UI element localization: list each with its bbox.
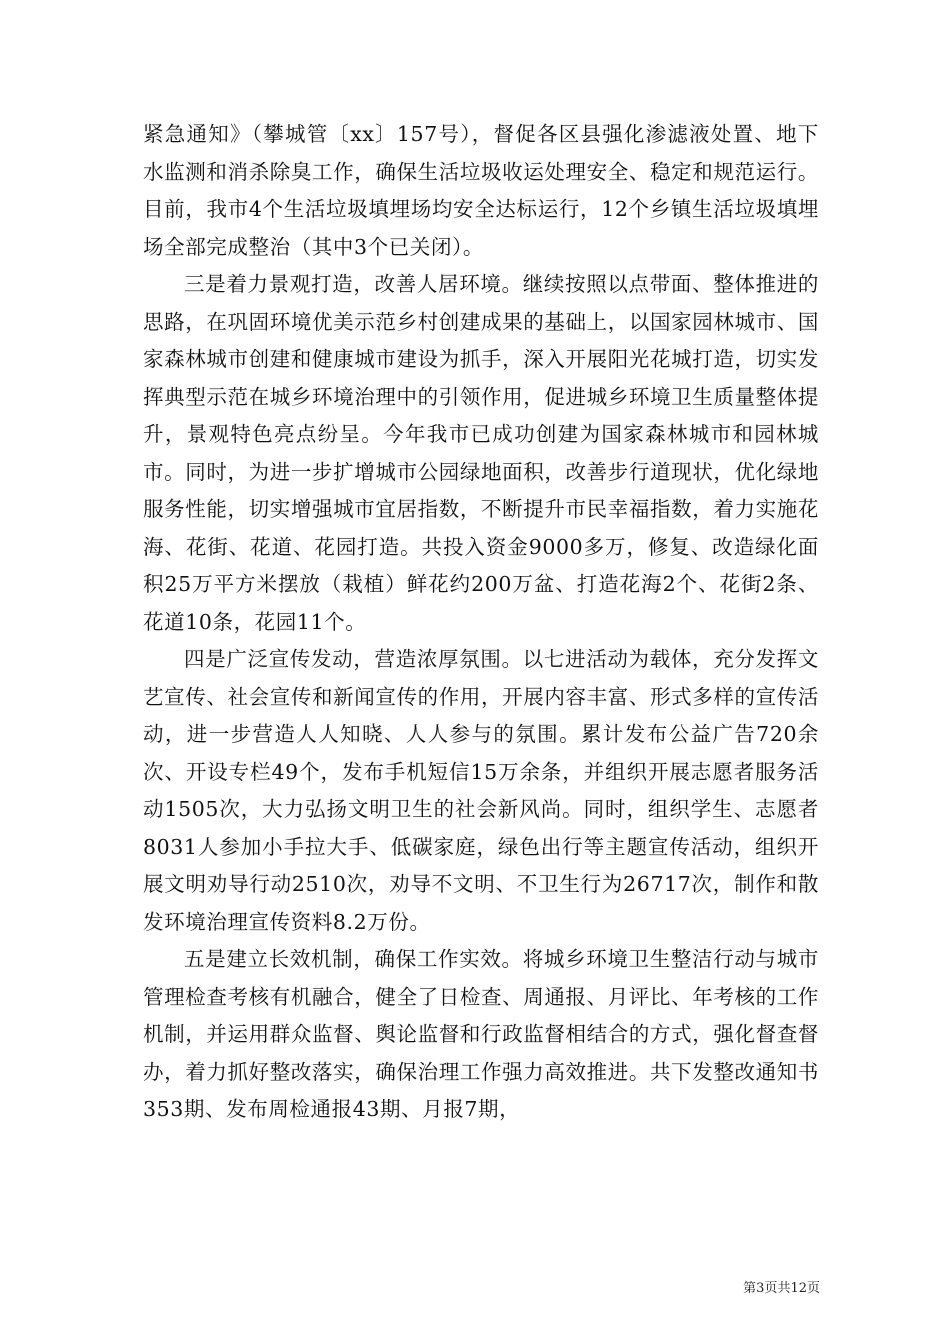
page-number: 第3页共12页	[743, 1281, 820, 1296]
paragraph-mechanism: 五是建立长效机制，确保工作实效。将城乡环境卫生整洁行动与城市管理检查考核有机融合，健全了日检查、周通报、月评比、年考核的工作机制，并运用群众监督、舆论监督和行政监督相结合的方式，强化督查督办，着力抓好整改落实，确保治理工作强力高效推进。共下发整改通知书353期、发布周检通报43期、月报7期，	[143, 947, 819, 1121]
paragraph-landscape: 三是着力景观打造，改善人居环境。继续按照以点带面、整体推进的思路，在巩固环境优美示范乡村创建成果的基础上，以国家园林城市、国家森林城市创建和健康城市建设为抓手，深入开展阳光花城打造，切实发挥典型示范在城乡环境治理中的引领作用，促进城乡环境卫生质量整体提升，景观特色亮点纷呈。今年我市已成功创建为国家森林城市和园林城市。同时，为进一步扩增城市公园绿地面积，改善步行道现状，优化绿地服务性能，切实增强城市宜居指数，不断提升市民幸福指数，着力实施花海、花街、花道、花园打造。共投入资金9000多万，修复、改造绿化面积25万平方米摆放（栽植）鲜花约200万盆、打造花海2个、花街2条、花道10条，花园11个。	[143, 272, 819, 634]
document-body	[143, 116, 819, 1129]
paragraph-continuation: 紧急通知》（攀城管〔xx〕157号），督促各区县强化渗滤液处置、地下水监测和消杀除臭工作，确保生活垃圾收运处理安全、稳定和规范运行。目前，我市4个生活垃圾填埋场均安全达标运行，12个乡镇生活垃圾填埋场全部完成整治（其中3个已关闭）。	[143, 122, 819, 259]
paragraph-publicity: 四是广泛宣传发动，营造浓厚氛围。以七进活动为载体，充分发挥文艺宣传、社会宣传和新闻宣传的作用，开展内容丰富、形式多样的宣传活动，进一步营造人人知晓、人人参与的氛围。累计发布公益广告720余次、开设专栏49个，发布手机短信15万余条，并组织开展志愿者服务活动1505次，大力弘扬文明卫生的社会新风尚。同时，组织学生、志愿者8031人参加小手拉大手、低碳家庭，绿色出行等主题宣传活动，组织开展文明劝导行动2510次，劝导不文明、不卫生行为26717次，制作和散发环境治理宣传资料8.2万份。	[143, 647, 819, 934]
